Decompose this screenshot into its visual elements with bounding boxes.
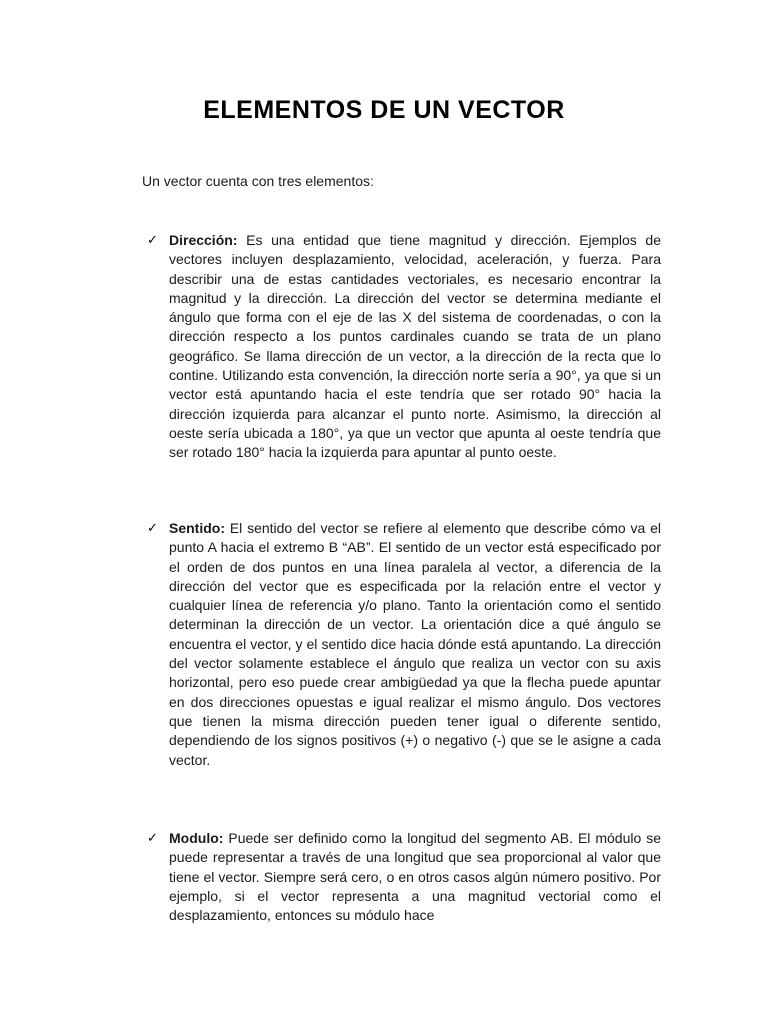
item-term: Sentido: [169, 520, 225, 536]
item-body: El sentido del vector se refiere al elemento que describe cómo va el punto A hacia el extremo B “AB”. El sentido de un vector está especificado por el orden de dos puntos en una línea paralela al vector, a diferencia de la dirección del vector que es especificada por la relación entre el vector y cualquier línea de referencia y/o plano. Tanto la orientación como el sentido determinan la dirección de un vector. La orientación dice a qué ángulo se encuentra el vector, y el sentido dice hacia dónde está apuntando. La dirección del vector solamente establece el ángulo que realiza un vector con su axis horizontal, pero eso puede crear ambigüedad ya que la flecha puede apuntar en dos direcciones opuestas e igual realizar el mismo ángulo. Dos vectores que tienen la misma dirección pueden tener igual o diferente sentido, dependiendo de los signos positivos (+) o negativo (-) que se le asigne a cada vector. [169, 520, 661, 768]
item-body: Es una entidad que tiene magnitud y dirección. Ejemplos de vectores incluyen desplazamiento, velocidad, aceleración, y fuerza. Para describir una de estas cantidades vectoriales, es necesario encontrar la magnitud y la dirección. La dirección del vector se determina mediante el ángulo que forma con el eje de las X del sistema de coordenadas, o con la dirección respecto a los puntos cardinales cuando se trata de un plano geográfico. Se llama dirección de un vector, a la dirección de la recta que lo contine. Utilizando esta convención, la dirección norte sería a 90°, ya que si un vector está apuntando hacia el este tendría que ser rotado 90° hacia la dirección izquierda para alcanzar el punto norte. Asimismo, la dirección al oeste sería ubicada a 180°, ya que un vector que apunta al oeste tendría que ser rotado 180° hacia la izquierda para apuntar al punto oeste. [169, 232, 661, 461]
item-term: Dirección: [169, 232, 238, 248]
item-paragraph [169, 231, 661, 463]
document-title: ELEMENTOS DE UN VECTOR [203, 96, 565, 124]
item-term: Modulo: [169, 830, 224, 846]
checkmark-icon: ✓ [147, 233, 158, 248]
item-body: Puede ser definido como la longitud del segmento AB. El módulo se puede representar a través de una longitud que sea proporcional al valor que tiene el vector. Siempre será cero, o en otros casos algún número positivo. Por ejemplo, si el vector representa a una magnitud vectorial como el desplazamiento, entonces su módulo hace [169, 830, 662, 924]
list-item-sentido [147, 519, 667, 770]
item-paragraph [169, 519, 661, 770]
list-item-direccion [147, 231, 667, 463]
intro-paragraph: Un vector cuenta con tres elementos: [142, 173, 374, 189]
list-item-modulo [147, 829, 667, 925]
checkmark-icon: ✓ [147, 831, 158, 846]
item-paragraph [169, 829, 661, 925]
checkmark-icon: ✓ [147, 521, 158, 536]
